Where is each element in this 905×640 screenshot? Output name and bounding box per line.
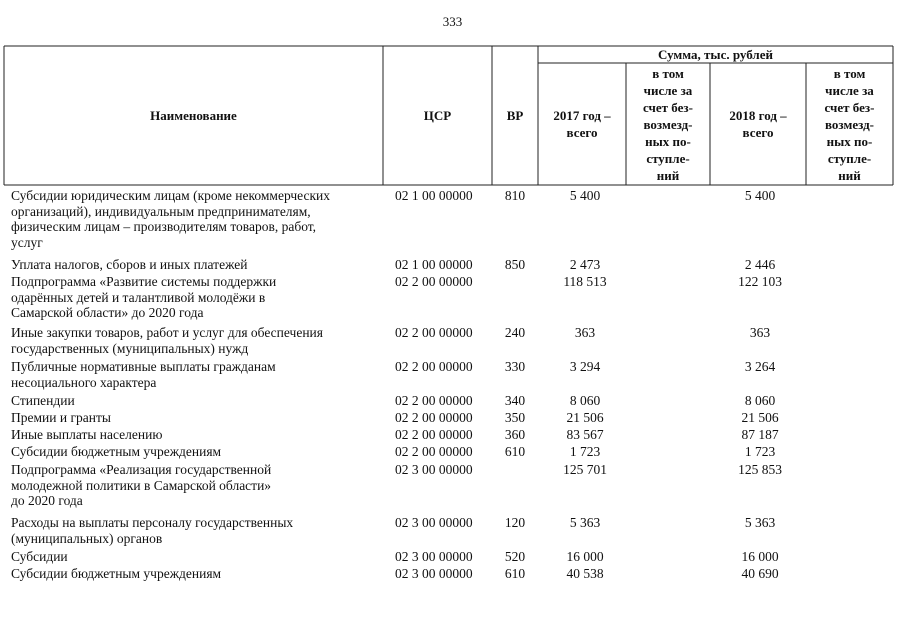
row-csr: 02 2 00 00000 — [395, 359, 473, 374]
row-2018-total: 21 506 — [741, 410, 779, 425]
header-2017-total: 2017 год – всего — [553, 108, 611, 140]
page-number: 333 — [442, 14, 463, 29]
row-2018-total: 87 187 — [741, 427, 779, 442]
row-vr: 360 — [504, 427, 526, 442]
row-2017-total: 5 363 — [569, 515, 601, 530]
row-vr: 610 — [504, 566, 526, 581]
row-2017-total: 16 000 — [566, 549, 604, 564]
row-2017-total: 363 — [574, 325, 596, 340]
header-2018-total: 2018 год – всего — [729, 108, 787, 140]
row-name: Стипендии — [11, 393, 75, 408]
row-csr: 02 3 00 00000 — [395, 549, 473, 564]
header-sum-group: Сумма, тыс. рублей — [658, 47, 773, 62]
row-2017-total: 118 513 — [563, 274, 607, 289]
row-2017-total: 83 567 — [566, 427, 604, 442]
row-csr: 02 3 00 00000 — [395, 566, 473, 581]
row-vr: 330 — [504, 359, 526, 374]
row-2017-total: 21 506 — [566, 410, 604, 425]
row-name: Субсидии бюджетным учреждениям — [11, 444, 222, 459]
row-name: Публичные нормативные выплаты гражданам несоциального характера — [11, 359, 276, 390]
row-2018-total: 5 400 — [744, 188, 776, 203]
row-vr: 610 — [504, 444, 526, 459]
row-vr: 350 — [504, 410, 526, 425]
row-2017-total: 2 473 — [569, 257, 601, 272]
header-2017-grants: в том числе за счет без- возмезд- ных по- ступле- ний — [643, 65, 693, 183]
row-name: Иные закупки товаров, работ и услуг для обеспечения государственных (муниципальных) нужд — [11, 325, 323, 356]
row-name: Подпрограмма «Реализация государственной молодежной политики в Самарской области» до 2020 года — [11, 462, 272, 508]
row-2018-total: 122 103 — [738, 274, 782, 289]
row-csr: 02 2 00 00000 — [395, 444, 473, 459]
row-csr: 02 2 00 00000 — [395, 410, 473, 425]
row-2018-total: 40 690 — [741, 566, 779, 581]
row-name: Субсидии — [11, 549, 68, 564]
row-csr: 02 3 00 00000 — [395, 462, 473, 477]
row-csr: 02 1 00 00000 — [395, 257, 473, 272]
row-name: Иные выплаты населению — [11, 427, 163, 442]
row-2017-total: 125 701 — [563, 462, 607, 477]
row-2017-total: 3 294 — [569, 359, 601, 374]
row-vr: 240 — [504, 325, 526, 340]
row-2018-total: 16 000 — [741, 549, 779, 564]
row-2018-total: 8 060 — [744, 393, 776, 408]
row-2018-total: 363 — [749, 325, 771, 340]
row-csr: 02 2 00 00000 — [395, 274, 473, 289]
row-2017-total: 1 723 — [569, 444, 601, 459]
header-csr: ЦСР — [423, 108, 452, 123]
row-name: Расходы на выплаты персоналу государственных (муниципальных) органов — [11, 515, 294, 546]
row-csr: 02 2 00 00000 — [395, 393, 473, 408]
row-name: Подпрограмма «Развитие системы поддержки одарённых детей и талантливой молодёжи в Самарской области» до 2020 года — [11, 274, 277, 320]
row-vr: 520 — [504, 549, 526, 564]
row-vr: 340 — [504, 393, 526, 408]
row-csr: 02 1 00 00000 — [395, 188, 473, 203]
row-2018-total: 5 363 — [744, 515, 776, 530]
row-vr: 810 — [504, 188, 526, 203]
header-name: Наименование — [150, 108, 237, 123]
row-csr: 02 2 00 00000 — [395, 325, 473, 340]
row-name: Субсидии юридическим лицам (кроме некоммерческих организаций), индивидуальным предпринимателям, физическим лицам – производителям товаров, работ, услуг — [11, 188, 331, 250]
row-vr: 850 — [504, 257, 526, 272]
header-2018-grants: в том числе за счет без- возмезд- ных по- ступле- ний — [824, 65, 875, 183]
row-2017-total: 5 400 — [569, 188, 601, 203]
row-2018-total: 125 853 — [738, 462, 782, 477]
row-2018-total: 2 446 — [744, 257, 776, 272]
row-name: Премии и гранты — [11, 410, 111, 425]
row-vr: 120 — [504, 515, 526, 530]
row-2018-total: 3 264 — [744, 359, 776, 374]
row-csr: 02 2 00 00000 — [395, 427, 473, 442]
row-name: Уплата налогов, сборов и иных платежей — [11, 257, 248, 272]
header-vr: ВР — [506, 108, 524, 123]
row-csr: 02 3 00 00000 — [395, 515, 473, 530]
row-2017-total: 8 060 — [569, 393, 601, 408]
row-name: Субсидии бюджетным учреждениям — [11, 566, 222, 581]
row-2017-total: 40 538 — [566, 566, 604, 581]
row-2018-total: 1 723 — [744, 444, 776, 459]
